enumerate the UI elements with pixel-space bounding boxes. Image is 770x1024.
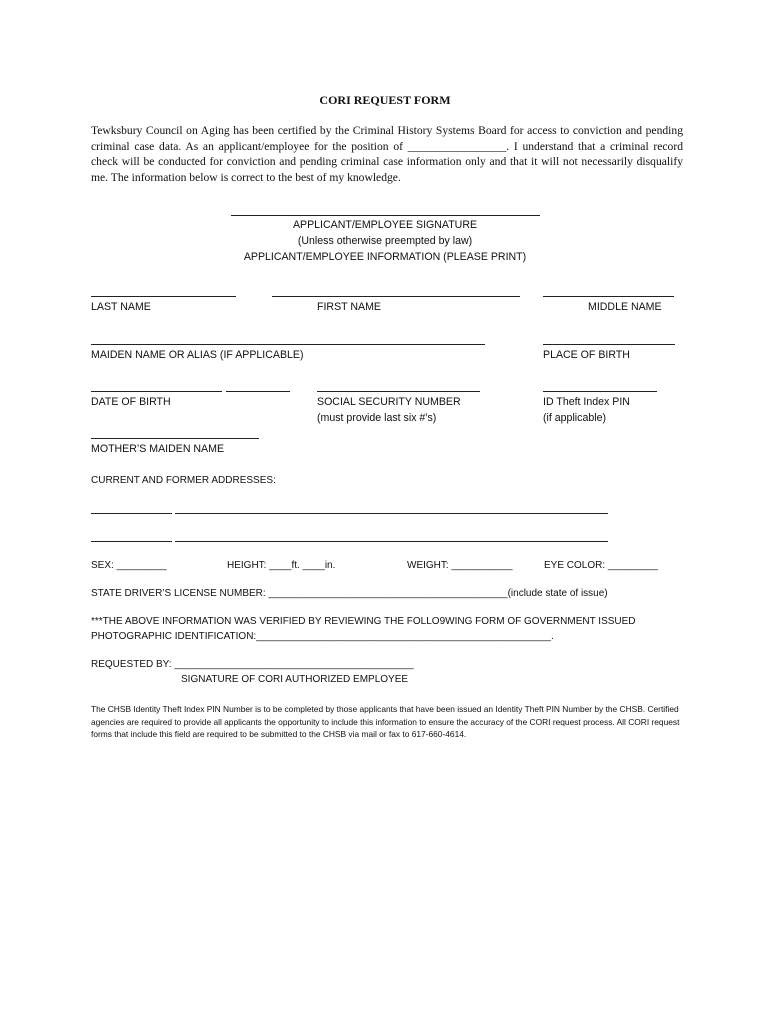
height-field[interactable]: HEIGHT: ____ft. ____in. xyxy=(227,560,336,571)
address-line-2b[interactable] xyxy=(175,541,608,542)
maiden-name-label: MAIDEN NAME OR ALIAS (IF APPLICABLE) xyxy=(91,349,304,361)
pin-note: (if applicable) xyxy=(543,412,607,424)
requested-by-field[interactable]: REQUESTED BY: ___________________________________________ xyxy=(91,659,414,670)
form-title: CORI REQUEST FORM xyxy=(319,93,451,107)
signature-note: (Unless otherwise preempted by law) xyxy=(297,235,473,247)
pin-field[interactable] xyxy=(543,391,657,392)
license-field[interactable]: STATE DRIVER’S LICENSE NUMBER: ___________________________________________(include state of issue) xyxy=(91,588,608,599)
ssn-label: SOCIAL SECURITY NUMBER xyxy=(317,396,461,408)
first-name-field[interactable] xyxy=(272,296,520,297)
eye-color-field[interactable]: EYE COLOR: _________ xyxy=(544,560,658,571)
ssn-field[interactable] xyxy=(317,391,480,392)
intro-paragraph: Tewksbury Council on Aging has been certified by the Criminal History Systems Board for access to conviction and pending criminal case data. As an applicant/employee for the position of _________________. I understand that a criminal record check will be conducted for conviction and pending criminal case information only and that it will not necessarily disqualify me. The information below is correct to the best of my knowledge. xyxy=(91,124,683,184)
last-name-field[interactable] xyxy=(91,296,236,297)
sex-field[interactable]: SEX: _________ xyxy=(91,560,167,571)
pin-label: ID Theft Index PIN xyxy=(543,396,630,408)
place-of-birth-field[interactable] xyxy=(543,344,675,345)
last-name-label: LAST NAME xyxy=(91,301,151,313)
verification-line-1: ***THE ABOVE INFORMATION WAS VERIFIED BY REVIEWING THE FOLLO9WING FORM OF GOVERNMENT ISSUED xyxy=(91,616,636,627)
mothers-maiden-label: MOTHER’S MAIDEN NAME xyxy=(91,443,225,455)
date-of-birth-label: DATE OF BIRTH xyxy=(91,396,171,408)
address-line-1b[interactable] xyxy=(175,513,608,514)
date-of-birth-field[interactable] xyxy=(91,391,222,392)
weight-field[interactable]: WEIGHT: ___________ xyxy=(407,560,513,571)
info-heading: APPLICANT/EMPLOYEE INFORMATION (PLEASE PRINT) xyxy=(243,251,527,263)
first-name-label: FIRST NAME xyxy=(317,301,381,313)
address-line-1a[interactable] xyxy=(91,513,172,514)
addresses-label: CURRENT AND FORMER ADDRESSES: xyxy=(91,475,276,486)
middle-name-field[interactable] xyxy=(543,296,674,297)
signature-label: APPLICANT/EMPLOYEE SIGNATURE xyxy=(292,219,478,231)
place-of-birth-label: PLACE OF BIRTH xyxy=(543,349,630,361)
middle-name-label: MIDDLE NAME xyxy=(588,301,662,313)
signature-line[interactable] xyxy=(231,215,540,216)
mothers-maiden-field[interactable] xyxy=(91,438,259,439)
date-of-birth-field-extra[interactable] xyxy=(226,391,290,392)
maiden-name-field[interactable] xyxy=(91,344,485,345)
address-line-2a[interactable] xyxy=(91,541,172,542)
requested-by-caption: SIGNATURE OF CORI AUTHORIZED EMPLOYEE xyxy=(181,674,409,685)
photo-id-field[interactable]: PHOTOGRAPHIC IDENTIFICATION:_____________________________________________________. xyxy=(91,631,554,642)
ssn-note: (must provide last six #’s) xyxy=(317,412,437,424)
footnote: The CHSB Identity Theft Index PIN Number is to be completed by those applicants that have been issued an Identity Theft PIN Number by the CHSB. Certified agencies are required to provide all applicants the opportunity to include this information to ensure the accuracy of the CORI request process. All CORI request forms that include this field are required to be submitted to the CHSB via mail or fax to 617-660-4614. xyxy=(91,704,680,740)
